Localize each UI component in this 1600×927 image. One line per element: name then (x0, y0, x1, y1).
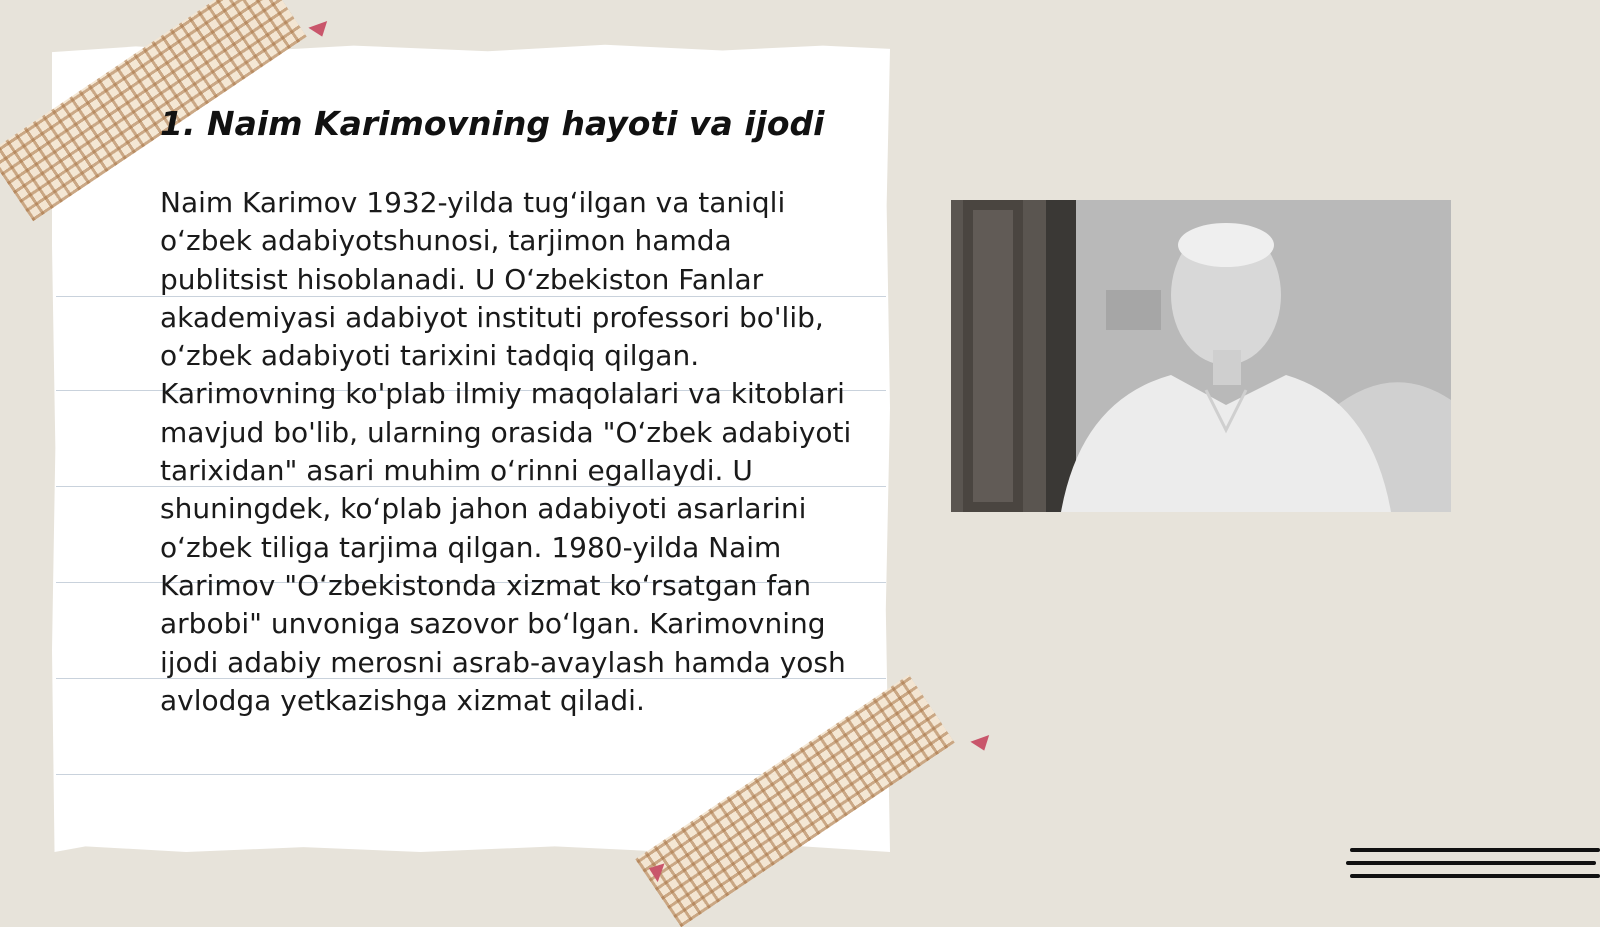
biography-paragraph: Naim Karimov 1932-yilda tugʻilgan va taniqli oʻzbek adabiyotshunosi, tarjimon hamda publitsist hisoblanadi. U Oʻzbekiston Fanlar akademiyasi adabiyot instituti professori bo'lib, oʻzbek adabiyoti tarixini tadqiq qilgan. Karimovning ko'plab ilmiy maqolalari va kitoblari mavjud bo'lib, ularning orasida "Oʻzbek adabiyoti tarixidan" asari muhim oʻrinni egallaydi. U shuningdek, koʻplab jahon adabiyoti asarlarini oʻzbek tiliga tarjima qilgan. 1980-yilda Naim Karimov "Oʻzbekistonda xizmat koʻrsatgan fan arbobi" unvoniga sazovor boʻlgan. Karimovning ijodi adabiy merosni asrab-avaylash hamda yosh avlodga yetkazishga xizmat qiladi. (160, 186, 852, 717)
pink-triangle-decoration (308, 21, 331, 40)
pink-triangle-decoration (970, 735, 993, 754)
slide-title: 1. Naim Karimovning hayoti va ijodi (160, 104, 825, 143)
decorative-line (1346, 861, 1596, 865)
portrait-photo (951, 200, 1451, 512)
decorative-line (1350, 874, 1600, 878)
portrait-photo-graphic (951, 200, 1451, 512)
decorative-lines (1350, 848, 1600, 887)
decorative-line (1350, 848, 1600, 852)
